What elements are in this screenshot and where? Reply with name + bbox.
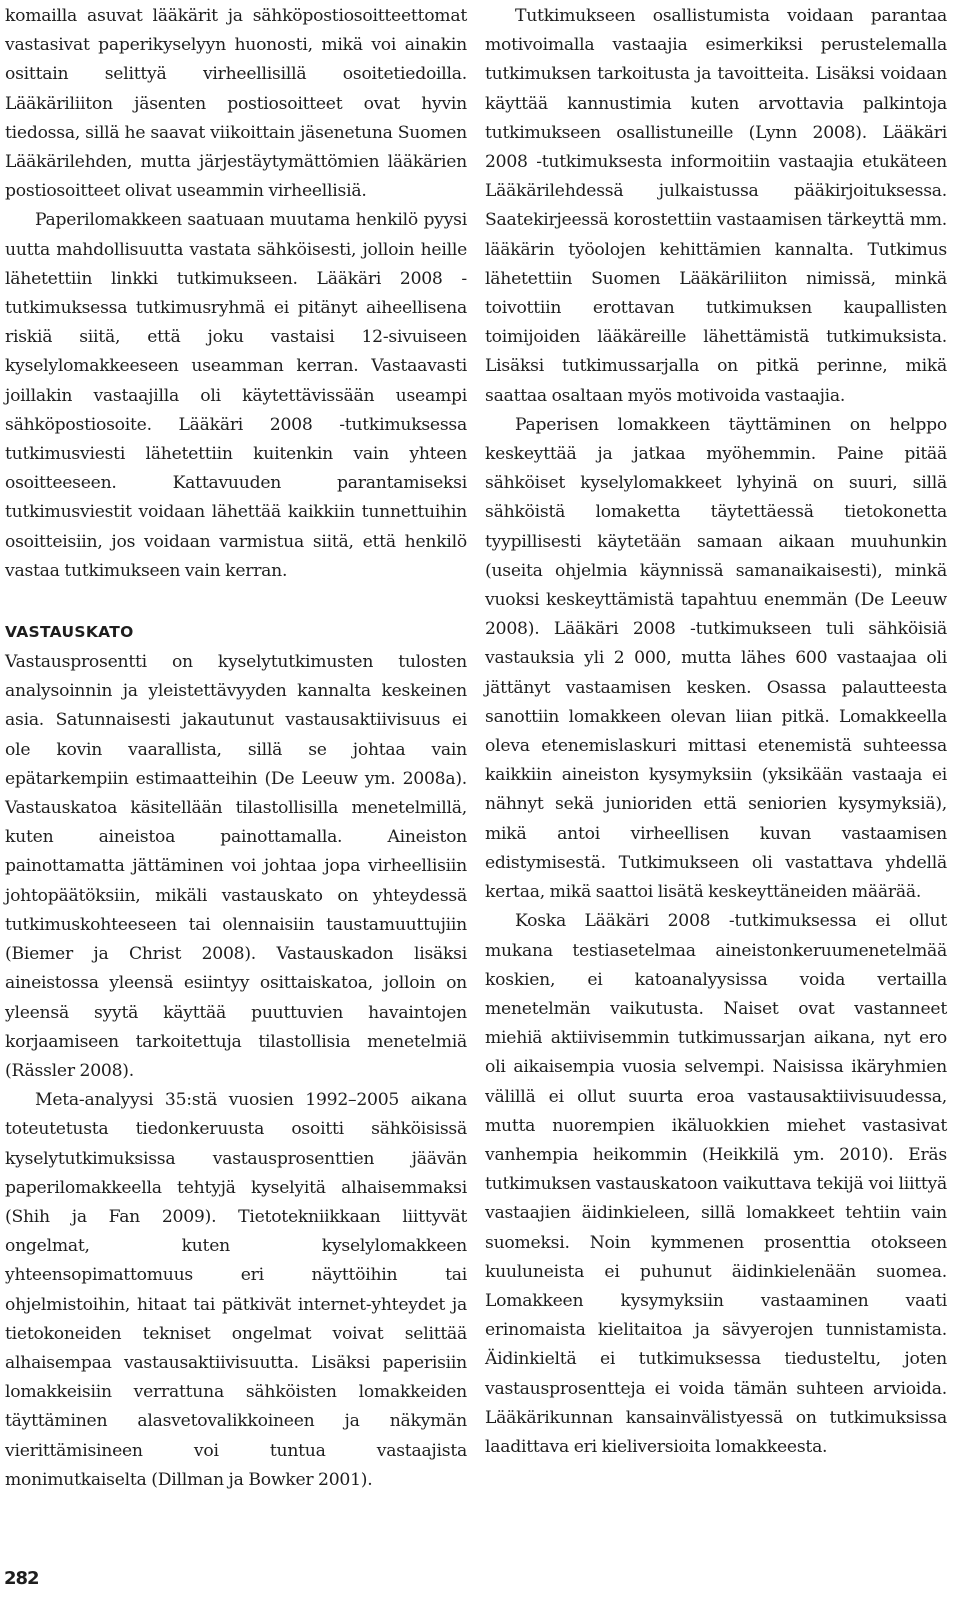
left-paragraph-2: Paperilomakkeen saatuaan muutama henkilö pyysi uutta mahdollisuutta vastata sähköisesti, jolloin heille lähetettiin linkki tutkimukseen. Lääkäri 2008 -tutkimuksessa tutkimusryhmä ei pitänyt aiheellisena riskiä siitä, että joku vastaisi 12-sivuiseen kyselylomakkeeseen useamman kerran. Vastaavasti joillakin vastaajilla oli käytettävissään useampi sähköpostiosoite. Lääkäri 2008 -tutkimuksessa tutkimusviesti lähetettiin kuitenkin vain yhteen osoitteeseen. Kattavuuden parantamiseksi tutkimusviestit voidaan lähettää kaikkiin tunnettuihin osoitteisiin, jos voidaan varmistua siitä, että henkilö vastaa tutkimukseen vain kerran.: [5, 210, 467, 581]
section-heading-vastauskato: VASTAUSKATO: [5, 623, 134, 642]
left-paragraph-1: komailla asuvat lääkärit ja sähköpostiosoitteettomat vastasivat paperikyselyyn huonosti, mikä voi ainakin osittain selittyä virheellisillä osoitetiedoilla. Lääkäriliiton jäsenten postiosoitteet ovat hyvin tiedossa, sillä he saavat viikoittain jäsenetuna Suomen Lääkärilehden, mutta järjestäytymättömien lääkärien postiosoitteet olivat useammin virheellisiä.: [5, 6, 467, 202]
left-paragraph-4: Meta-analyysi 35:stä vuosien 1992–2005 aikana toteutetusta tiedonkeruusta osoitti sähköisissä kyselytutkimuksissa vastausprosenttien jäävän paperilomakkeella tehtyjä kyselyitä alhaisemmaksi (Shih ja Fan 2009). Tietotekniikkaan liittyvät ongelmat, kuten kyselylomakkeen yhteensopimattomuus eri näyttöihin tai ohjelmistoihin, hitaat tai pätkivät internet-yhteydet ja tietokoneiden tekniset ongelmat voivat selittää alhaisempaa vastausaktiivisuutta. Lisäksi paperisiin lomakkeisiin verrattuna sähköisten lomakkeiden täyttäminen alasvetovalikkoineen ja näkymän vierittämisineen voi tuntua vastaajista monimutkaiselta (Dillman ja Bowker 2001).: [5, 1090, 467, 1490]
right-paragraph-1: Tutkimukseen osallistumista voidaan parantaa motivoimalla vastaajia esimerkiksi perustelemalla tutkimuksen tarkoitusta ja tavoitteita. Lisäksi voidaan käyttää kannustimia kuten arvottavia palkintoja tutkimukseen osallistuneille (Lynn 2008). Lääkäri 2008 -tutkimuksesta informoitiin vastaajia etukäteen Lääkärilehdessä julkaistussa pääkirjoituksessa. Saatekirjeessä korostettiin vastaamisen tärkeyttä mm. lääkärin työolojen kehittämien kannalta. Tutkimus lähetettiin Suomen Lääkäriliiton nimissä, minkä toivottiin erottavan tutkimuksen kaupallisten toimijoiden lääkäreille lähettämistä tutkimuksista. Lisäksi tutkimussarjalla on pitkä perinne, mikä saattaa osaltaan myös motivoida vastaajia.: [485, 6, 947, 406]
page-number: 282: [4, 1568, 39, 1589]
left-paragraph-3: Vastausprosentti on kyselytutkimusten tulosten analysoinnin ja yleistettävyyden kannalta keskeinen asia. Satunnaisesti jakautunut vastausaktiivisuus ei ole kovin vaarallista, sillä se johtaa vain epätarkempiin estimaatteihin (De Leeuw ym. 2008a). Vastauskatoa käsitellään tilastollisilla menetelmillä, kuten aineistoa painottamalla. Aineiston painottamatta jättäminen voi johtaa jopa virheellisiin johtopäätöksiin, mikäli vastauskato on yhteydessä tutkimuskohteeseen tai olennaisiin taustamuuttujiin (Biemer ja Christ 2008). Vastauskadon lisäksi aineistossa yleensä esiintyy osittaiskatoa, jolloin on yleensä syytä käyttää puuttuvien havaintojen korjaamiseen tarkoitettuja tilastollisia menetelmiä (Rässler 2008).: [5, 652, 467, 1081]
right-column: [485, 2, 947, 1462]
left-column: [5, 2, 467, 1495]
right-paragraph-3: Koska Lääkäri 2008 -tutkimuksessa ei ollut mukana testiasetelmaa aineistonkeruumenetelmää koskien, ei katoanalyysissa voida vertailla menetelmän vaikutusta. Naiset ovat vastanneet miehiä aktiivisemmin tutkimussarjan aikana, nyt ero oli aikaisempia vuosia selvempi. Naisissa ikäryhmien välillä ei ollut suurta eroa vastausaktiivisuudessa, mutta nuorempien ikäluokkien miehet vastasivat vanhempia heikommin (Heikkilä ym. 2010). Eräs tutkimuksen vastauskatoon vaikuttava tekijä voi liittyä vastaajien äidinkieleen, sillä lomakkeet tehtiin vain suomeksi. Noin kymmenen prosenttia otokseen kuuluneista ei puhunut äidinkielenään suomea. Lomakkeen kysymyksiin vastaaminen vaati erinomaista kielitaitoa ja sävyerojen tunnistamista. Äidinkieltä ei tutkimuksessa tiedusteltu, joten vastausprosentteja ei voida tämän suhteen arvioida. Lääkärikunnan kansainvälistyessä on tutkimuksissa laadittava eri kieliversioita lomakkeesta.: [485, 911, 947, 1457]
right-paragraph-2: Paperisen lomakkeen täyttäminen on helppo keskeyttää ja jatkaa myöhemmin. Paine pitää sähköiset kyselylomakkeet lyhyinä on suuri, sillä sähköistä lomaketta täytettäessä tietokonetta tyypillisesti käytetään samaan aikaan muuhunkin (useita ohjelmia käynnissä samanaikaisesti), minkä vuoksi keskeyttämistä tapahtuu enemmän (De Leeuw 2008). Lääkäri 2008 -tutkimukseen tuli sähköisiä vastauksia yli 2 000, mutta lähes 600 vastaajaa oli jättänyt vastaamisen kesken. Osassa palautteesta sanottiin lomakkeen olevan liian pitkä. Lomakkeella oleva etenemislaskuri mittasi etenemistä suhteessa kaikkiin aineiston kysymyksiin (yksikään vastaaja ei nähnyt sekä junioriden että seniorien kysymyksiä), mikä antoi virheellisen kuvan vastaamisen edistymisestä. Tutkimukseen oli vastattava yhdellä kertaa, mikä saattoi lisätä keskeyttäneiden määrää.: [485, 414, 947, 903]
